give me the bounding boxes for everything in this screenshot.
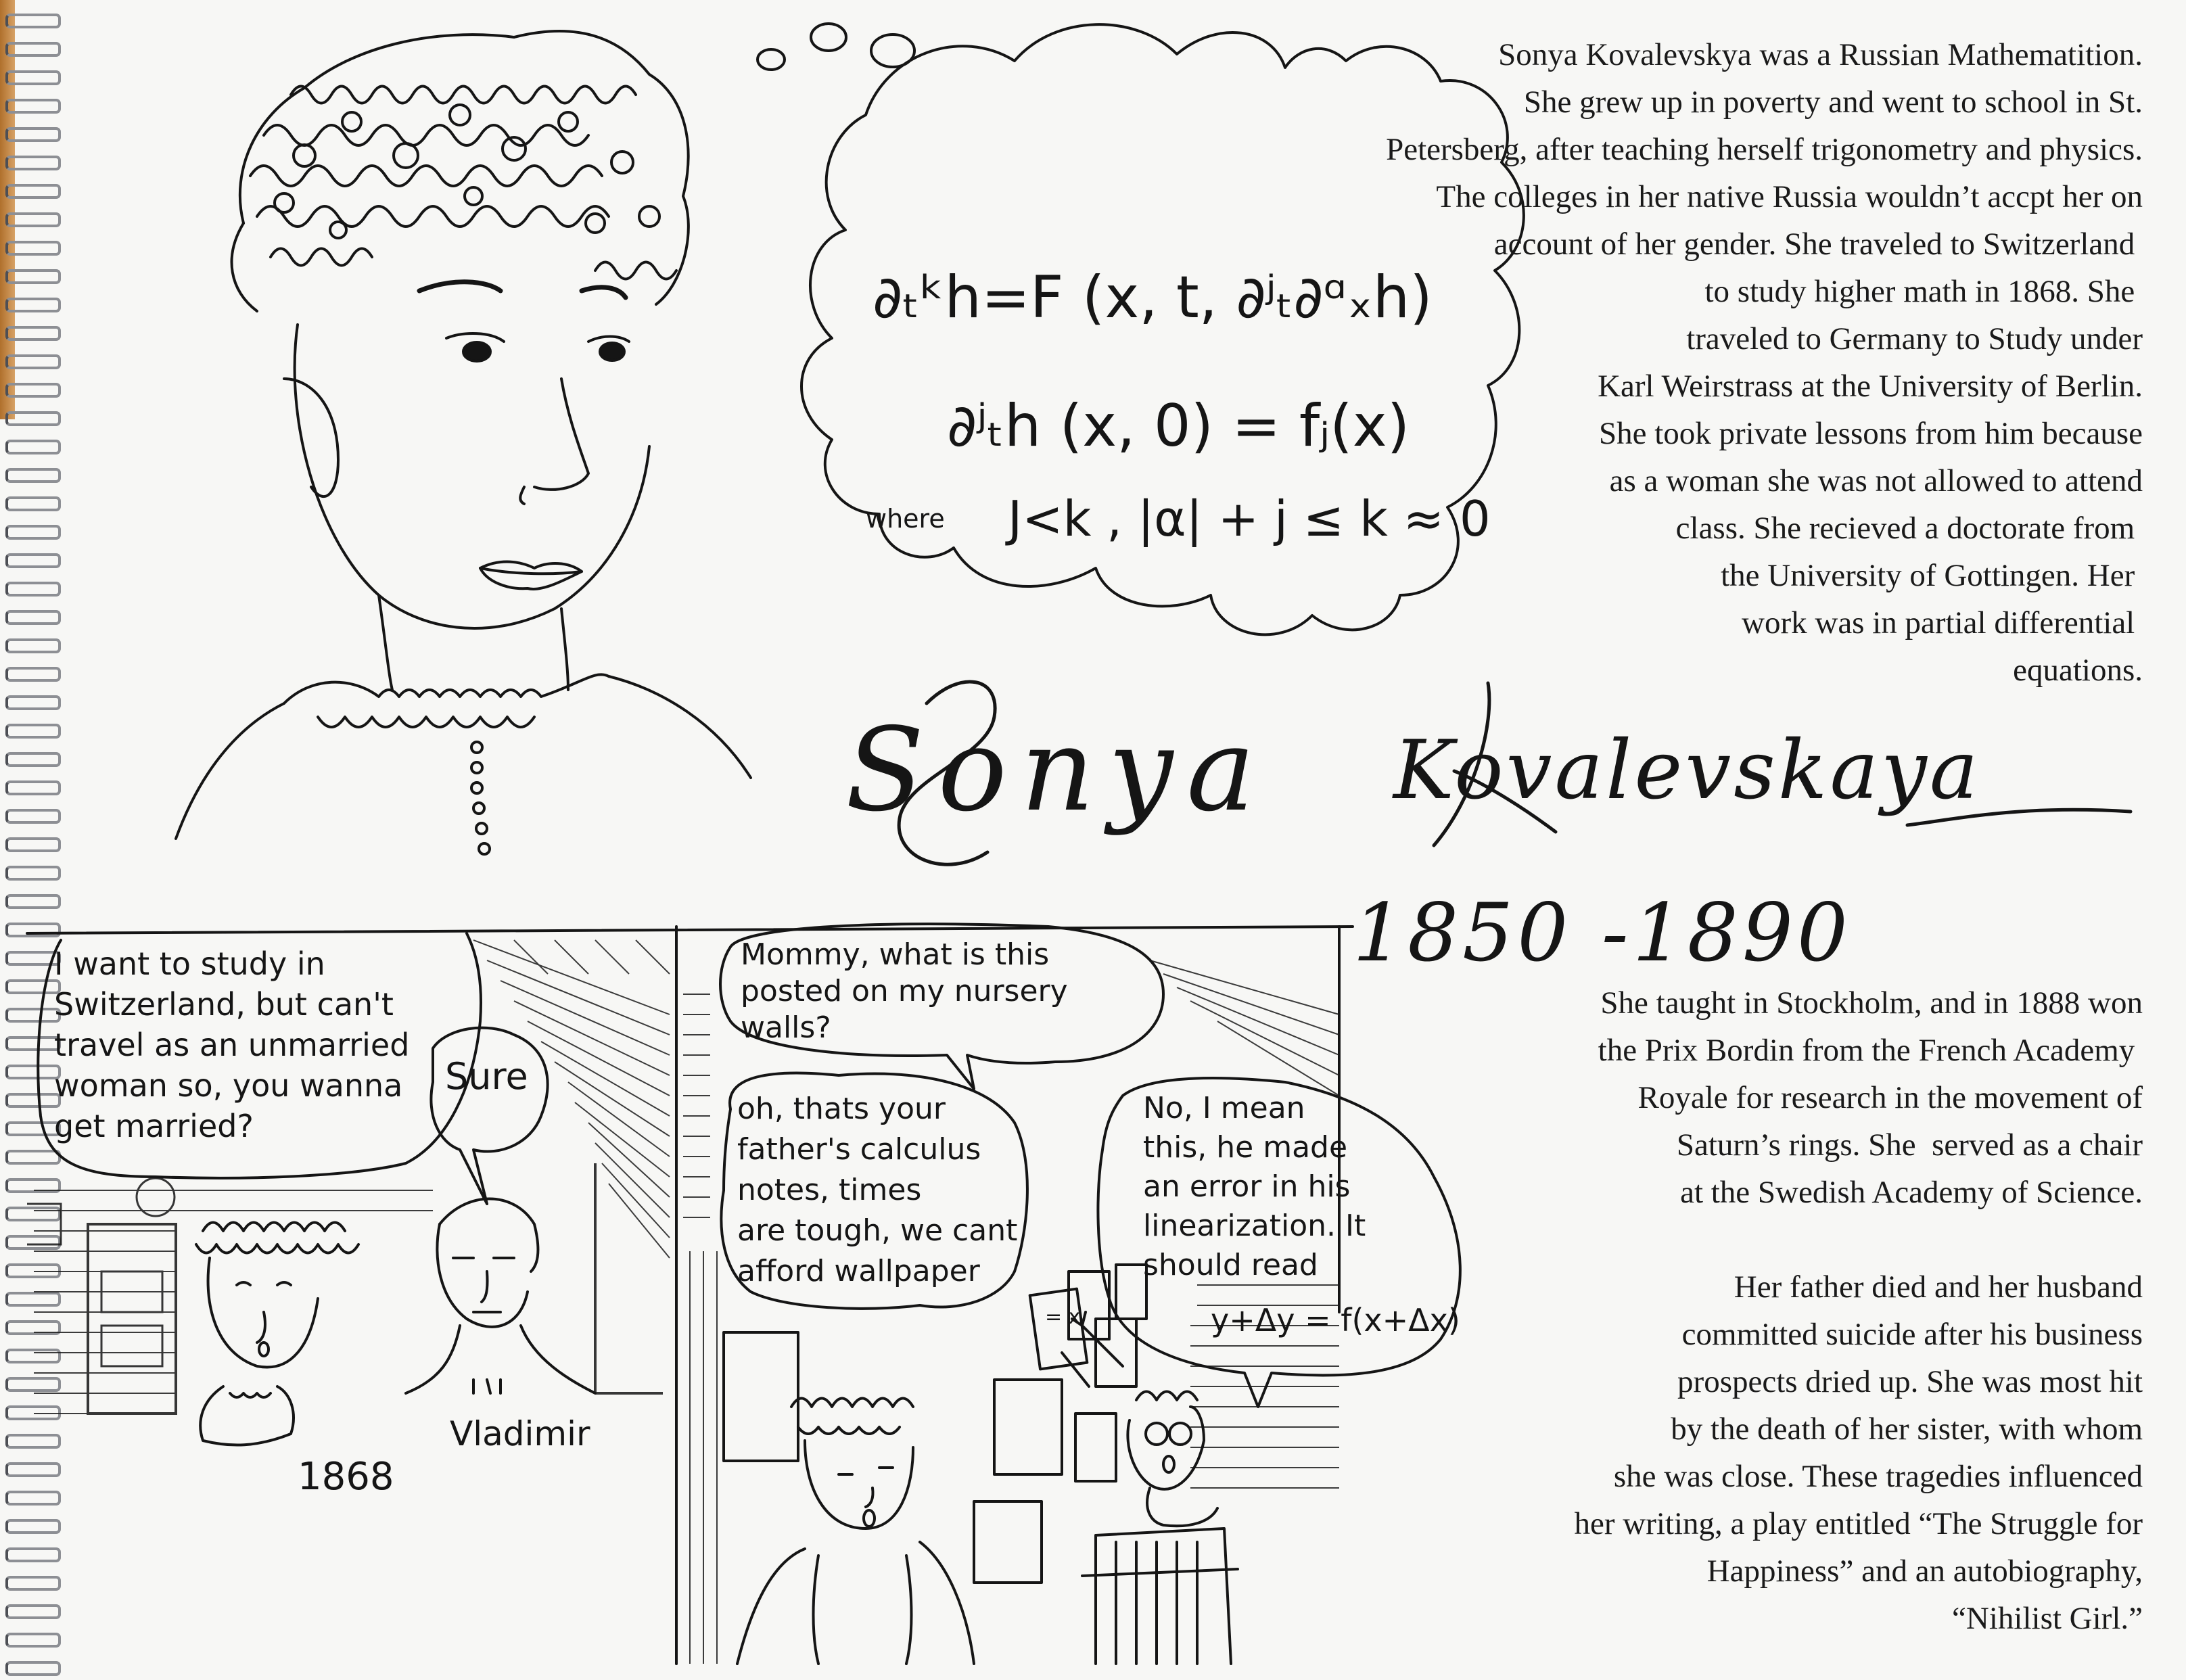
equation-line-3: J<k , |α| + j ≤ k ≈ 0 <box>1008 490 1491 547</box>
bio-main: Sonya Kovalevskya was a Russian Mathematition. She grew up in poverty and went to school in St. Petersberg, after teaching herself trigonometry and physics. The colleges in her native Russia wouldn’t accpt her on account of her gender. She traveled to Switzerland to study higher math in 1868. She traveled to Germany to Study under Karl Weirstrass at the University of Berlin. She took private lessons from him because as a woman she was not allowed to attend class. She recieved a doctorate from the University of Gottingen. Her work was in partial differential equations. <box>1386 37 2143 688</box>
title-last-name: Kovalevskaya <box>1393 724 1981 818</box>
comic2-characters <box>737 1312 1238 1664</box>
comic1-speech-vladimir: Sure <box>445 1055 528 1098</box>
bio-personal: Her father died and her husband committed suicide after his business prospects dried up. She was most hit by the death of her sister, with whom she was close. These tragedies influenced her writing, a play entitled “The Struggle for Happiness” and an autobiography, “Nihilist Girl.” <box>1574 1269 2143 1636</box>
comic2-wall-notes <box>724 1265 1146 1583</box>
comic2-wall-note-text: = x <box>1045 1305 1081 1329</box>
bio-career: She taught in Stockholm, and in 1888 won the Prix Bordin from the French Academy Royale for research in the movement of Saturn’s rings. She served as a chair at the Swedish Academy of Science. <box>1598 985 2143 1210</box>
title-dates: 1850 -1890 <box>1353 886 1852 979</box>
comic1-characters <box>196 1199 595 1445</box>
portrait-collar <box>176 674 751 854</box>
comic1-speech-sonya: I want to study in Switzerland, but can't travel as an unmarried woman so, you wanna get married? <box>54 946 410 1144</box>
comic1-label-vladimir: Vladimir <box>450 1414 590 1453</box>
comic2-speech-child-correction: No, I mean this, he made an error in his linearization. It should read <box>1143 1091 1366 1282</box>
comic2-speech-mother: oh, thats your father's calculus notes, times are tough, we cant afford wallpaper <box>737 1092 1018 1288</box>
portrait-face <box>284 282 649 690</box>
comic2-correct-equation: y+Δy = f(x+Δx) <box>1211 1302 1460 1338</box>
equation-line-2: ∂ʲₜh (x, 0) = fⱼ(x) <box>947 392 1410 460</box>
comic2-speech-child: Mommy, what is this posted on my nursery walls? <box>741 937 1068 1045</box>
equation-line-1: ∂ₜᵏh=F (x, t, ∂ʲₜ∂ᵅₓh) <box>873 264 1433 331</box>
portrait-hair <box>232 31 689 311</box>
portrait <box>176 31 751 854</box>
equation-where: where <box>866 504 945 534</box>
comic1-label-year: 1868 <box>298 1455 394 1499</box>
title-first-name: Sonya <box>845 703 1269 837</box>
